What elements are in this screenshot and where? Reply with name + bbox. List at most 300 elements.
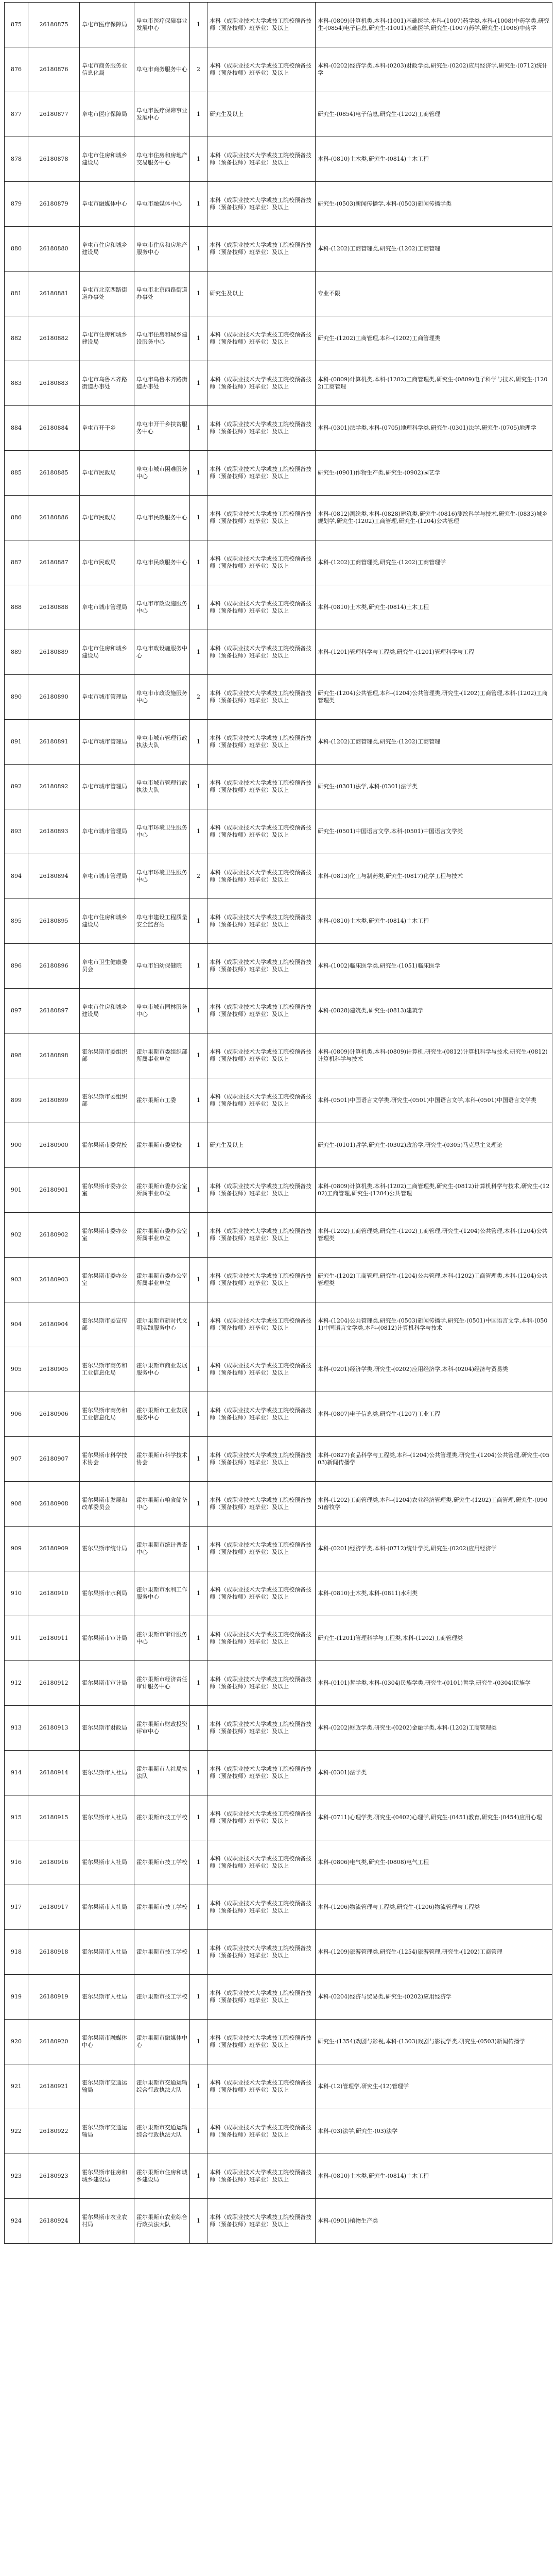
department-cell: 阜屯市开干乡 xyxy=(80,406,134,451)
table-row xyxy=(5,1033,552,1078)
education-cell: 本科（成职业技术大学或技工院校预备技师（预备技师）班毕业）及以上 xyxy=(207,227,316,272)
position-code-cell: 26180881 xyxy=(28,272,80,316)
education-cell: 本科（成职业技术大学或技工院校预备技师（预备技师）班毕业）及以上 xyxy=(207,1840,316,1885)
department-cell: 阜屯市城市管理局 xyxy=(80,854,134,899)
position-code-cell: 26180879 xyxy=(28,182,80,227)
table-row xyxy=(5,899,552,944)
row-number-cell: 907 xyxy=(5,1437,28,1482)
row-number-cell: 917 xyxy=(5,1885,28,1930)
row-number-cell: 923 xyxy=(5,2154,28,2199)
headcount-cell: 1 xyxy=(190,1437,207,1482)
row-number-cell: 904 xyxy=(5,1302,28,1347)
position-code-cell: 26180882 xyxy=(28,316,80,361)
employer-cell: 霍尔果斯市交通运输综合行政执法大队 xyxy=(134,2109,190,2154)
major-cell: 本科-(0809)计算机类,本科-(1001)基础医学,本科-(1007)药学类,本科-(1008)中药学类,研究生-(0854)电子信息,研究生-(1001)基础医学,研究生-(1007)药学,研究生-(1008)中药学 xyxy=(316,3,552,47)
headcount-cell: 1 xyxy=(190,1930,207,1975)
row-number-cell: 887 xyxy=(5,540,28,585)
education-cell: 本科（成职业技术大学或技工院校预备技师（预备技师）班毕业）及以上 xyxy=(207,809,316,854)
major-cell: 本科-(0810)土木类,研究生-(0814)土木工程 xyxy=(316,585,552,630)
employer-cell: 阜屯市环境卫生服务中心 xyxy=(134,854,190,899)
table-row xyxy=(5,1392,552,1437)
major-cell: 本科-(0809)计算机类,本科-(1202)工商管理类,研究生-(0809)电子科学与技术,研究生-(1202)工商管理 xyxy=(316,361,552,406)
employer-cell: 阜屯市城市管理行政执法大队 xyxy=(134,720,190,765)
department-cell: 阜屯市城市管理局 xyxy=(80,720,134,765)
position-code-cell: 26180891 xyxy=(28,720,80,765)
employer-cell: 霍尔果斯市委组织部所属事业单位 xyxy=(134,1033,190,1078)
headcount-cell: 1 xyxy=(190,2020,207,2064)
education-cell: 本科（成职业技术大学或技工院校预备技师（预备技师）班毕业）及以上 xyxy=(207,1706,316,1751)
department-cell: 阜屯市住房和城乡建设局 xyxy=(80,316,134,361)
major-cell: 本科-(0806)电气类,研究生-(0808)电气工程 xyxy=(316,1840,552,1885)
row-number-cell: 910 xyxy=(5,1571,28,1616)
education-cell: 本科（成职业技术大学或技工院校预备技师（预备技师）班毕业）及以上 xyxy=(207,585,316,630)
row-number-cell: 911 xyxy=(5,1616,28,1661)
table-row xyxy=(5,1840,552,1885)
major-cell: 本科-(1204)公共管理类,研究生-(0503)新闻传播学,研究生-(0501)中国语言文学,本科-(0501)中国语言文学类,本科-(0812)计算机科学与技术 xyxy=(316,1302,552,1347)
employer-cell: 阜屯市商务服务中心 xyxy=(134,47,190,92)
major-cell: 本科-(1202)工商管理类,研究生-(1202)工商管理 xyxy=(316,227,552,272)
major-cell: 研究生-(1202)工商管理,研究生-(1204)公共管理,本科-(1202)工商管理类,本科-(1204)公共管理类 xyxy=(316,1258,552,1302)
major-cell: 本科-(0809)计算机类,本科-(1202)工商管理类,研究生-(0812)计算机科学与技术,研究生-(1202)工商管理,研究生-(1204)公共管理 xyxy=(316,1168,552,1213)
headcount-cell: 1 xyxy=(190,1661,207,1706)
department-cell: 霍尔果斯市农业农村局 xyxy=(80,2199,134,2244)
education-cell: 本科（成职业技术大学或技工院校预备技师（预备技师）班毕业）及以上 xyxy=(207,765,316,809)
employer-cell: 霍尔果斯市委办公室所属事业单位 xyxy=(134,1168,190,1213)
department-cell: 阜屯市住房和城乡建设局 xyxy=(80,630,134,675)
table-row xyxy=(5,765,552,809)
major-cell: 本科-(1201)管理科学与工程类,研究生-(1201)管理科学与工程 xyxy=(316,630,552,675)
department-cell: 霍尔果斯市商务和工业信息化局 xyxy=(80,1347,134,1392)
row-number-cell: 876 xyxy=(5,47,28,92)
row-number-cell: 919 xyxy=(5,1975,28,2020)
position-code-cell: 26180921 xyxy=(28,2064,80,2109)
row-number-cell: 906 xyxy=(5,1392,28,1437)
department-cell: 霍尔果斯市委办公室 xyxy=(80,1213,134,1258)
employer-cell: 霍尔果斯市委党校 xyxy=(134,1123,190,1168)
major-cell: 本科-(0501)中国语言文学类,研究生-(0501)中国语言文学,本科-(0501)中国语言文学类 xyxy=(316,1078,552,1123)
row-number-cell: 894 xyxy=(5,854,28,899)
position-code-cell: 26180923 xyxy=(28,2154,80,2199)
row-number-cell: 913 xyxy=(5,1706,28,1751)
headcount-cell: 1 xyxy=(190,316,207,361)
education-cell: 本科（成职业技术大学或技工院校预备技师（预备技师）班毕业）及以上 xyxy=(207,630,316,675)
employer-cell: 阜屯市住房和城乡建设服务中心 xyxy=(134,316,190,361)
major-cell: 本科-(0101)哲学类,本科-(0304)民族学类,研究生-(0101)哲学,研究生-(0304)民族学 xyxy=(316,1661,552,1706)
row-number-cell: 895 xyxy=(5,899,28,944)
education-cell: 研究生及以上 xyxy=(207,272,316,316)
education-cell: 本科（成职业技术大学或技工院校预备技师（预备技师）班毕业）及以上 xyxy=(207,1930,316,1975)
headcount-cell: 1 xyxy=(190,1527,207,1571)
position-code-cell: 26180888 xyxy=(28,585,80,630)
table-row xyxy=(5,3,552,47)
row-number-cell: 886 xyxy=(5,496,28,540)
employer-cell: 霍尔果斯市技工学校 xyxy=(134,1840,190,1885)
headcount-cell: 1 xyxy=(190,2154,207,2199)
headcount-cell: 1 xyxy=(190,1795,207,1840)
table-row xyxy=(5,272,552,316)
major-cell: 本科-(0202)财政学类,研究生-(0202)金融学类,本科-(1202)工商管理类 xyxy=(316,1706,552,1751)
employer-cell: 阜屯市住房和房地产服务中心 xyxy=(134,227,190,272)
headcount-cell: 2 xyxy=(190,854,207,899)
major-cell: 本科-(1002)临床医学类,研究生-(1051)临床医学 xyxy=(316,944,552,989)
employer-cell: 阜屯市城市管理行政执法大队 xyxy=(134,765,190,809)
row-number-cell: 921 xyxy=(5,2064,28,2109)
row-number-cell: 916 xyxy=(5,1840,28,1885)
headcount-cell: 1 xyxy=(190,1840,207,1885)
education-cell: 本科（成职业技术大学或技工院校预备技师（预备技师）班毕业）及以上 xyxy=(207,3,316,47)
education-cell: 本科（成职业技术大学或技工院校预备技师（预备技师）班毕业）及以上 xyxy=(207,2154,316,2199)
position-code-cell: 26180911 xyxy=(28,1616,80,1661)
headcount-cell: 1 xyxy=(190,451,207,496)
position-code-cell: 26180900 xyxy=(28,1123,80,1168)
headcount-cell: 1 xyxy=(190,630,207,675)
position-code-cell: 26180922 xyxy=(28,2109,80,2154)
headcount-cell: 1 xyxy=(190,720,207,765)
major-cell: 本科-(0901)植物生产类 xyxy=(316,2199,552,2244)
department-cell: 霍尔果斯市人社局 xyxy=(80,1751,134,1795)
headcount-cell: 1 xyxy=(190,1706,207,1751)
employer-cell: 霍尔果斯市融媒体中心 xyxy=(134,2020,190,2064)
table-row xyxy=(5,1168,552,1213)
headcount-cell: 1 xyxy=(190,272,207,316)
headcount-cell: 1 xyxy=(190,1975,207,2020)
employer-cell: 霍尔果斯市农业综合行政执法大队 xyxy=(134,2199,190,2244)
department-cell: 霍尔果斯市人社局 xyxy=(80,1840,134,1885)
department-cell: 霍尔果斯市人社局 xyxy=(80,1930,134,1975)
major-cell: 本科-(0711)心理学类,研究生-(0402)心理学,研究生-(0451)教育,研究生-(0454)应用心理 xyxy=(316,1795,552,1840)
department-cell: 霍尔果斯市水利局 xyxy=(80,1571,134,1616)
row-number-cell: 883 xyxy=(5,361,28,406)
major-cell: 专业不限 xyxy=(316,272,552,316)
education-cell: 本科（成职业技术大学或技工院校预备技师（预备技师）班毕业）及以上 xyxy=(207,1885,316,1930)
employer-cell: 霍尔果斯市技工学校 xyxy=(134,1795,190,1840)
position-code-cell: 26180885 xyxy=(28,451,80,496)
row-number-cell: 903 xyxy=(5,1258,28,1302)
major-cell: 研究生-(1204)公共管理,本科-(1204)公共管理类,研究生-(1202)工商管理,本科-(1202)工商管理类 xyxy=(316,675,552,720)
position-code-cell: 26180924 xyxy=(28,2199,80,2244)
department-cell: 阜屯市民政局 xyxy=(80,451,134,496)
table-row xyxy=(5,1213,552,1258)
row-number-cell: 899 xyxy=(5,1078,28,1123)
position-code-cell: 26180912 xyxy=(28,1661,80,1706)
position-code-cell: 26180890 xyxy=(28,675,80,720)
table-row xyxy=(5,451,552,496)
row-number-cell: 880 xyxy=(5,227,28,272)
employer-cell: 霍尔果斯市人社局执法队 xyxy=(134,1751,190,1795)
position-code-cell: 26180905 xyxy=(28,1347,80,1392)
table-row xyxy=(5,1347,552,1392)
position-code-cell: 26180887 xyxy=(28,540,80,585)
headcount-cell: 1 xyxy=(190,361,207,406)
row-number-cell: 924 xyxy=(5,2199,28,2244)
education-cell: 本科（成职业技术大学或技工院校预备技师（预备技师）班毕业）及以上 xyxy=(207,182,316,227)
education-cell: 本科（成职业技术大学或技工院校预备技师（预备技师）班毕业）及以上 xyxy=(207,854,316,899)
row-number-cell: 915 xyxy=(5,1795,28,1840)
major-cell: 本科-(0201)经济学类,研究生-(0202)应用经济学,本科-(0204)经济与贸易类 xyxy=(316,1347,552,1392)
position-code-cell: 26180896 xyxy=(28,944,80,989)
row-number-cell: 908 xyxy=(5,1482,28,1527)
position-code-cell: 26180895 xyxy=(28,899,80,944)
department-cell: 霍尔果斯市人社局 xyxy=(80,1885,134,1930)
employer-cell: 霍尔果斯市技工学校 xyxy=(134,1930,190,1975)
position-code-cell: 26180880 xyxy=(28,227,80,272)
major-cell: 本科-(0301)法学类 xyxy=(316,1751,552,1795)
employer-cell: 霍尔果斯市财政投资评审中心 xyxy=(134,1706,190,1751)
department-cell: 霍尔果斯市商务和工业信息化局 xyxy=(80,1392,134,1437)
major-cell: 本科-(0827)食品科学与工程类,本科-(1204)公共管理类,研究生-(1204)公共管理,研究生-(0503)新闻传播学 xyxy=(316,1437,552,1482)
headcount-cell: 1 xyxy=(190,1392,207,1437)
table-row xyxy=(5,1930,552,1975)
position-code-cell: 26180920 xyxy=(28,2020,80,2064)
employer-cell: 霍尔果斯市技工学校 xyxy=(134,1975,190,2020)
position-code-cell: 26180877 xyxy=(28,92,80,137)
row-number-cell: 879 xyxy=(5,182,28,227)
table-body xyxy=(5,3,552,2244)
education-cell: 本科（成职业技术大学或技工院校预备技师（预备技师）班毕业）及以上 xyxy=(207,1571,316,1616)
education-cell: 本科（成职业技术大学或技工院校预备技师（预备技师）班毕业）及以上 xyxy=(207,2064,316,2109)
headcount-cell: 1 xyxy=(190,1347,207,1392)
major-cell: 研究生-(0301)法学,本科-(0301)法学类 xyxy=(316,765,552,809)
employer-cell: 霍尔果斯市委办公室所属事业单位 xyxy=(134,1213,190,1258)
major-cell: 本科-(0301)法学类,本科-(0705)地理科学类,研究生-(0301)法学,研究生-(0705)地理学 xyxy=(316,406,552,451)
row-number-cell: 877 xyxy=(5,92,28,137)
education-cell: 本科（成职业技术大学或技工院校预备技师（预备技师）班毕业）及以上 xyxy=(207,899,316,944)
row-number-cell: 901 xyxy=(5,1168,28,1213)
employer-cell: 阜屯市融媒体中心 xyxy=(134,182,190,227)
headcount-cell: 1 xyxy=(190,406,207,451)
major-cell: 本科-(0204)经济与贸易类,研究生-(0202)应用经济学 xyxy=(316,1975,552,2020)
department-cell: 阜屯市医疗保障局 xyxy=(80,92,134,137)
headcount-cell: 1 xyxy=(190,1885,207,1930)
education-cell: 本科（成职业技术大学或技工院校预备技师（预备技师）班毕业）及以上 xyxy=(207,1347,316,1392)
employer-cell: 霍尔果斯市技工学校 xyxy=(134,1885,190,1930)
education-cell: 研究生及以上 xyxy=(207,92,316,137)
headcount-cell: 1 xyxy=(190,1616,207,1661)
employer-cell: 阜屯市医疗保障事业发展中心 xyxy=(134,92,190,137)
major-cell: 本科-(03)法学,研究生-(03)法学 xyxy=(316,2109,552,2154)
position-code-cell: 26180876 xyxy=(28,47,80,92)
row-number-cell: 878 xyxy=(5,137,28,182)
table-row xyxy=(5,1661,552,1706)
department-cell: 霍尔果斯市住房和城乡建设局 xyxy=(80,2154,134,2199)
department-cell: 阜屯市乌鲁木齐路街道办事处 xyxy=(80,361,134,406)
major-cell: 本科-(0202)经济学类,本科-(0203)财政学类,研究生-(0202)应用经济学,研究生-(0712)统计学 xyxy=(316,47,552,92)
education-cell: 本科（成职业技术大学或技工院校预备技师（预备技师）班毕业）及以上 xyxy=(207,361,316,406)
employer-cell: 霍尔果斯市水利工作服务中心 xyxy=(134,1571,190,1616)
department-cell: 霍尔果斯市交通运输局 xyxy=(80,2064,134,2109)
row-number-cell: 891 xyxy=(5,720,28,765)
education-cell: 本科（成职业技术大学或技工院校预备技师（预备技师）班毕业）及以上 xyxy=(207,1392,316,1437)
employer-cell: 阜屯市市政设施服务中心 xyxy=(134,675,190,720)
major-cell: 本科-(1209)旅游管理类,研究生-(1254)旅游管理,研究生-(1202)工商管理 xyxy=(316,1930,552,1975)
education-cell: 本科（成职业技术大学或技工院校预备技师（预备技师）班毕业）及以上 xyxy=(207,720,316,765)
employer-cell: 阜屯市医疗保障事业发展中心 xyxy=(134,3,190,47)
department-cell: 阜屯市住房和城乡建设局 xyxy=(80,227,134,272)
table-row xyxy=(5,1706,552,1751)
education-cell: 本科（成职业技术大学或技工院校预备技师（预备技师）班毕业）及以上 xyxy=(207,1616,316,1661)
table-row xyxy=(5,1885,552,1930)
row-number-cell: 896 xyxy=(5,944,28,989)
position-code-cell: 26180883 xyxy=(28,361,80,406)
table-row xyxy=(5,1571,552,1616)
table-row xyxy=(5,1975,552,2020)
position-code-cell: 26180875 xyxy=(28,3,80,47)
employer-cell: 霍尔果斯市工业发展服务中心 xyxy=(134,1392,190,1437)
table-row xyxy=(5,2154,552,2199)
position-code-cell: 26180884 xyxy=(28,406,80,451)
table-row xyxy=(5,809,552,854)
major-cell: 本科-(0809)计算机类,本科-(0809)计算机,研究生-(0812)计算机科学与技术,研究生-(0812)计算机科学与技术 xyxy=(316,1033,552,1078)
major-cell: 本科-(0807)电子信息类,研究生-(1207)工业工程 xyxy=(316,1392,552,1437)
position-code-cell: 26180886 xyxy=(28,496,80,540)
headcount-cell: 1 xyxy=(190,585,207,630)
employer-cell: 霍尔果斯市住房和城乡建设局 xyxy=(134,2154,190,2199)
employer-cell: 阜屯市政设施服务中心 xyxy=(134,630,190,675)
education-cell: 本科（成职业技术大学或技工院校预备技师（预备技师）班毕业）及以上 xyxy=(207,1078,316,1123)
row-number-cell: 893 xyxy=(5,809,28,854)
table-row xyxy=(5,1751,552,1795)
table-row xyxy=(5,1795,552,1840)
table-row xyxy=(5,406,552,451)
position-code-cell: 26180913 xyxy=(28,1706,80,1751)
table-row xyxy=(5,1078,552,1123)
table-row xyxy=(5,1258,552,1302)
row-number-cell: 914 xyxy=(5,1751,28,1795)
education-cell: 本科（成职业技术大学或技工院校预备技师（预备技师）班毕业）及以上 xyxy=(207,1751,316,1795)
major-cell: 研究生-(0901)作物生产类,研究生-(0902)园艺学 xyxy=(316,451,552,496)
education-cell: 研究生及以上 xyxy=(207,1123,316,1168)
education-cell: 本科（成职业技术大学或技工院校预备技师（预备技师）班毕业）及以上 xyxy=(207,47,316,92)
education-cell: 本科（成职业技术大学或技工院校预备技师（预备技师）班毕业）及以上 xyxy=(207,1482,316,1527)
table-row xyxy=(5,496,552,540)
headcount-cell: 1 xyxy=(190,2109,207,2154)
department-cell: 阜屯市民政局 xyxy=(80,496,134,540)
headcount-cell: 1 xyxy=(190,2064,207,2109)
headcount-cell: 1 xyxy=(190,3,207,47)
position-code-cell: 26180906 xyxy=(28,1392,80,1437)
education-cell: 本科（成职业技术大学或技工院校预备技师（预备技师）班毕业）及以上 xyxy=(207,1168,316,1213)
department-cell: 霍尔果斯市财政局 xyxy=(80,1706,134,1751)
headcount-cell: 1 xyxy=(190,2199,207,2244)
position-code-cell: 26180894 xyxy=(28,854,80,899)
major-cell: 研究生-(0101)哲学,研究生-(0302)政治学,研究生-(0305)马克思主义理论 xyxy=(316,1123,552,1168)
department-cell: 霍尔果斯市委办公室 xyxy=(80,1258,134,1302)
employer-cell: 阜屯市妇幼保健院 xyxy=(134,944,190,989)
department-cell: 霍尔果斯市交通运输局 xyxy=(80,2109,134,2154)
employer-cell: 霍尔果斯市新时代文明实践服务中心 xyxy=(134,1302,190,1347)
table-row xyxy=(5,92,552,137)
recruitment-table xyxy=(4,2,552,2244)
education-cell: 本科（成职业技术大学或技工院校预备技师（预备技师）班毕业）及以上 xyxy=(207,1661,316,1706)
department-cell: 阜屯市融媒体中心 xyxy=(80,182,134,227)
headcount-cell: 1 xyxy=(190,1482,207,1527)
headcount-cell: 1 xyxy=(190,1571,207,1616)
employer-cell: 阜屯市市政设施服务中心 xyxy=(134,585,190,630)
employer-cell: 阜屯市城市园林服务中心 xyxy=(134,989,190,1033)
education-cell: 本科（成职业技术大学或技工院校预备技师（预备技师）班毕业）及以上 xyxy=(207,1975,316,2020)
table-row xyxy=(5,1616,552,1661)
headcount-cell: 1 xyxy=(190,182,207,227)
table-row xyxy=(5,1482,552,1527)
department-cell: 阜屯市商务服务业信息化局 xyxy=(80,47,134,92)
major-cell: 本科-(0828)建筑类,研究生-(0813)建筑学 xyxy=(316,989,552,1033)
department-cell: 霍尔果斯市委党校 xyxy=(80,1123,134,1168)
department-cell: 霍尔果斯市发展和改革委员会 xyxy=(80,1482,134,1527)
row-number-cell: 900 xyxy=(5,1123,28,1168)
position-code-cell: 26180915 xyxy=(28,1795,80,1840)
headcount-cell: 1 xyxy=(190,227,207,272)
major-cell: 研究生-(0501)中国语言文学,本科-(0501)中国语言文学类 xyxy=(316,809,552,854)
major-cell: 研究生-(1201)管理科学与工程类,本科-(1202)工商管理类 xyxy=(316,1616,552,1661)
position-code-cell: 26180914 xyxy=(28,1751,80,1795)
row-number-cell: 902 xyxy=(5,1213,28,1258)
row-number-cell: 920 xyxy=(5,2020,28,2064)
row-number-cell: 918 xyxy=(5,1930,28,1975)
table-row xyxy=(5,1302,552,1347)
major-cell: 本科-(0810)土木类,本科-(0811)水利类 xyxy=(316,1571,552,1616)
education-cell: 本科（成职业技术大学或技工院校预备技师（预备技师）班毕业）及以上 xyxy=(207,2020,316,2064)
employer-cell: 阜屯市民政服务中心 xyxy=(134,496,190,540)
department-cell: 霍尔果斯市统计局 xyxy=(80,1527,134,1571)
department-cell: 阜屯市城市管理局 xyxy=(80,809,134,854)
row-number-cell: 897 xyxy=(5,989,28,1033)
department-cell: 阜屯市民政局 xyxy=(80,540,134,585)
education-cell: 本科（成职业技术大学或技工院校预备技师（预备技师）班毕业）及以上 xyxy=(207,1033,316,1078)
table-row xyxy=(5,182,552,227)
table-row xyxy=(5,2199,552,2244)
headcount-cell: 1 xyxy=(190,899,207,944)
employer-cell: 阜屯市开干乡扶贫服务中心 xyxy=(134,406,190,451)
position-code-cell: 26180916 xyxy=(28,1840,80,1885)
row-number-cell: 888 xyxy=(5,585,28,630)
major-cell: 本科-(1202)工商管理类,研究生-(1202)工商管理学 xyxy=(316,540,552,585)
table-row xyxy=(5,1437,552,1482)
table-row xyxy=(5,1123,552,1168)
education-cell: 本科（成职业技术大学或技工院校预备技师（预备技师）班毕业）及以上 xyxy=(207,1258,316,1302)
row-number-cell: 912 xyxy=(5,1661,28,1706)
headcount-cell: 1 xyxy=(190,540,207,585)
position-code-cell: 26180902 xyxy=(28,1213,80,1258)
department-cell: 霍尔果斯市委办公室 xyxy=(80,1168,134,1213)
row-number-cell: 889 xyxy=(5,630,28,675)
row-number-cell: 898 xyxy=(5,1033,28,1078)
major-cell: 研究生-(0503)新闻传播学,本科-(0503)新闻传播学类 xyxy=(316,182,552,227)
major-cell: 本科-(1206)物流管理与工程类,研究生-(1206)物流管理与工程类 xyxy=(316,1885,552,1930)
position-code-cell: 26180917 xyxy=(28,1885,80,1930)
employer-cell: 霍尔果斯市粮食储备中心 xyxy=(134,1482,190,1527)
headcount-cell: 1 xyxy=(190,1168,207,1213)
department-cell: 霍尔果斯市委组织部 xyxy=(80,1033,134,1078)
education-cell: 本科（成职业技术大学或技工院校预备技师（预备技师）班毕业）及以上 xyxy=(207,2109,316,2154)
major-cell: 本科-(1202)工商管理类,研究生-(1202)工商管理,研究生-(1204)公共管理,本科-(1204)公共管理类 xyxy=(316,1213,552,1258)
education-cell: 本科（成职业技术大学或技工院校预备技师（预备技师）班毕业）及以上 xyxy=(207,316,316,361)
department-cell: 霍尔果斯市委组织部 xyxy=(80,1078,134,1123)
education-cell: 本科（成职业技术大学或技工院校预备技师（预备技师）班毕业）及以上 xyxy=(207,2199,316,2244)
employer-cell: 霍尔果斯市委办公室所属事业单位 xyxy=(134,1258,190,1302)
department-cell: 阜屯市住房和城乡建设局 xyxy=(80,899,134,944)
education-cell: 本科（成职业技术大学或技工院校预备技师（预备技师）班毕业）及以上 xyxy=(207,1527,316,1571)
education-cell: 本科（成职业技术大学或技工院校预备技师（预备技师）班毕业）及以上 xyxy=(207,540,316,585)
table-row xyxy=(5,854,552,899)
employer-cell: 阜屯市北京西路街道办事处 xyxy=(134,272,190,316)
employer-cell: 霍尔果斯市统计普查中心 xyxy=(134,1527,190,1571)
employer-cell: 阜屯市建设工程质量安全监督站 xyxy=(134,899,190,944)
position-code-cell: 26180918 xyxy=(28,1930,80,1975)
position-code-cell: 26180889 xyxy=(28,630,80,675)
employer-cell: 阜屯市乌鲁木齐路街道办事处 xyxy=(134,361,190,406)
position-code-cell: 26180893 xyxy=(28,809,80,854)
major-cell: 本科-(12)管理学,研究生-(12)管理学 xyxy=(316,2064,552,2109)
